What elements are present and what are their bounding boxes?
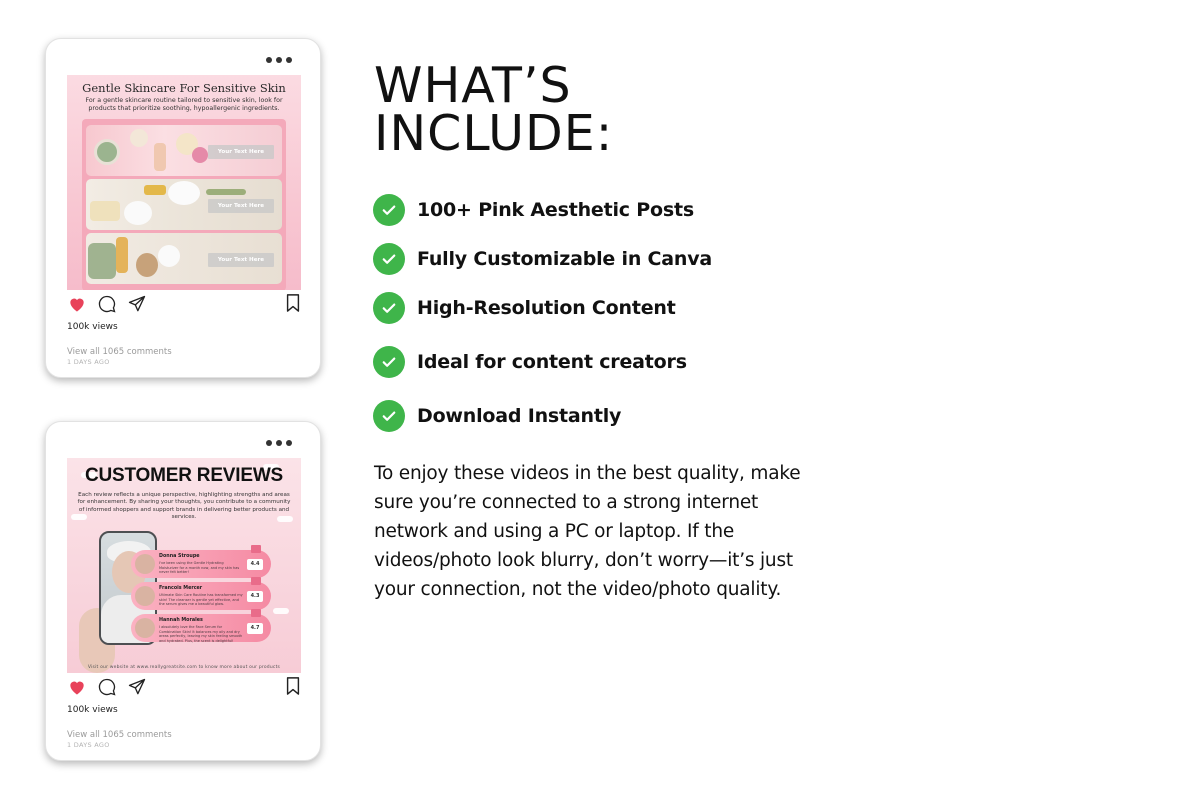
- heading-line-2: INCLUDE:: [374, 105, 614, 162]
- feature-text: Download Instantly: [417, 405, 622, 427]
- post-card-1: [45, 38, 321, 378]
- post-image-1[interactable]: [67, 75, 301, 290]
- post-title: Gentle Skincare For Sensitive Skin: [82, 81, 286, 95]
- post-card-2: [45, 421, 321, 761]
- review-card: [131, 550, 271, 578]
- heading-line-1: WHAT’S: [374, 57, 572, 114]
- product-tile: [86, 125, 282, 176]
- heart-icon[interactable]: [67, 677, 87, 697]
- check-icon: [373, 346, 405, 378]
- heart-badge-icon: [251, 609, 261, 617]
- quality-note: To enjoy these videos in the best quality, make sure you’re connected to a strong internet network and using a PC or laptop. If the videos/photo look blurry, don’t worry—it’s just your connection, not the video/photo quality.: [374, 463, 801, 600]
- product-tile: [86, 179, 282, 230]
- tile-label: Your Text Here: [208, 253, 274, 267]
- view-count: 100k views: [67, 322, 118, 332]
- check-icon: [373, 292, 405, 324]
- post-description: For a gentle skincare routine tailored to sensitive skin, look for products that prioritize soothing, hypoallergenic ingredients.: [85, 97, 283, 112]
- more-icon[interactable]: [266, 440, 292, 446]
- review-card: [131, 614, 271, 642]
- tile-label: Your Text Here: [208, 199, 274, 213]
- reviewer-name: Hannah Morales: [159, 618, 203, 623]
- view-count: 100k views: [67, 705, 118, 715]
- post-actions: [67, 677, 303, 699]
- view-comments-link[interactable]: View all 1065 comments: [67, 730, 172, 740]
- post-actions: [67, 294, 303, 316]
- page-heading: [374, 57, 614, 162]
- feature-item: [373, 400, 621, 432]
- post-footer: Visit our website at www.reallygreatsite.com to know more about our products: [87, 665, 281, 670]
- post-image-2[interactable]: [67, 458, 301, 673]
- feature-item: [373, 346, 687, 378]
- comment-icon[interactable]: [97, 294, 117, 314]
- comment-icon[interactable]: [97, 677, 117, 697]
- share-icon[interactable]: [127, 294, 147, 314]
- review-text: I absolutely love the Face Serum for Combination Skin! It balances my oily and dry areas perfectly, leaving my skin feeling smooth and hydrated. Plus, the scent is delightful!: [159, 625, 243, 643]
- post-timestamp: 1 DAYS AGO: [67, 741, 110, 749]
- review-score: 4.4: [247, 559, 263, 570]
- heart-badge-icon: [251, 545, 261, 553]
- feature-text: Ideal for content creators: [417, 351, 687, 373]
- review-card: [131, 582, 271, 610]
- product-tile: [86, 233, 282, 284]
- feature-text: 100+ Pink Aesthetic Posts: [417, 199, 694, 221]
- avatar: [135, 618, 155, 638]
- review-score: 4.7: [247, 623, 263, 634]
- feature-text: Fully Customizable in Canva: [417, 248, 713, 270]
- reviewer-name: Francois Mercer: [159, 586, 203, 591]
- avatar: [135, 554, 155, 574]
- feature-text: High-Resolution Content: [417, 297, 676, 319]
- heart-badge-icon: [251, 577, 261, 585]
- feature-item: [373, 194, 694, 226]
- avatar: [135, 586, 155, 606]
- review-text: I've been using the Gentle Hydrating Moisturizer for a month now, and my skin has never felt better!: [159, 561, 240, 575]
- view-comments-link[interactable]: View all 1065 comments: [67, 347, 172, 357]
- bookmark-icon[interactable]: [285, 294, 301, 312]
- review-text: Ultimate Skin Care Routine has transformed my skin! The cleanser is gentle yet effective, and the serum gives me a beautiful glow.: [159, 593, 243, 607]
- share-icon[interactable]: [127, 677, 147, 697]
- check-icon: [373, 400, 405, 432]
- heart-icon[interactable]: [67, 294, 87, 314]
- check-icon: [373, 243, 405, 275]
- tile-panel: [82, 119, 286, 290]
- post-description: Each review reflects a unique perspective, highlighting strengths and areas for enhancement. By sharing your thoughts, you contribute to a community of informed shoppers and support brands in delivering better products and services.: [77, 492, 291, 521]
- feature-item: [373, 243, 712, 275]
- post-timestamp: 1 DAYS AGO: [67, 358, 110, 366]
- tile-label: Your Text Here: [208, 145, 274, 159]
- bookmark-icon[interactable]: [285, 677, 301, 695]
- check-icon: [373, 194, 405, 226]
- more-icon[interactable]: [266, 57, 292, 63]
- feature-item: [373, 292, 676, 324]
- post-title: CUSTOMER REVIEWS: [84, 465, 284, 486]
- reviewer-name: Donna Stroupe: [159, 554, 200, 559]
- review-score: 4.3: [247, 591, 263, 602]
